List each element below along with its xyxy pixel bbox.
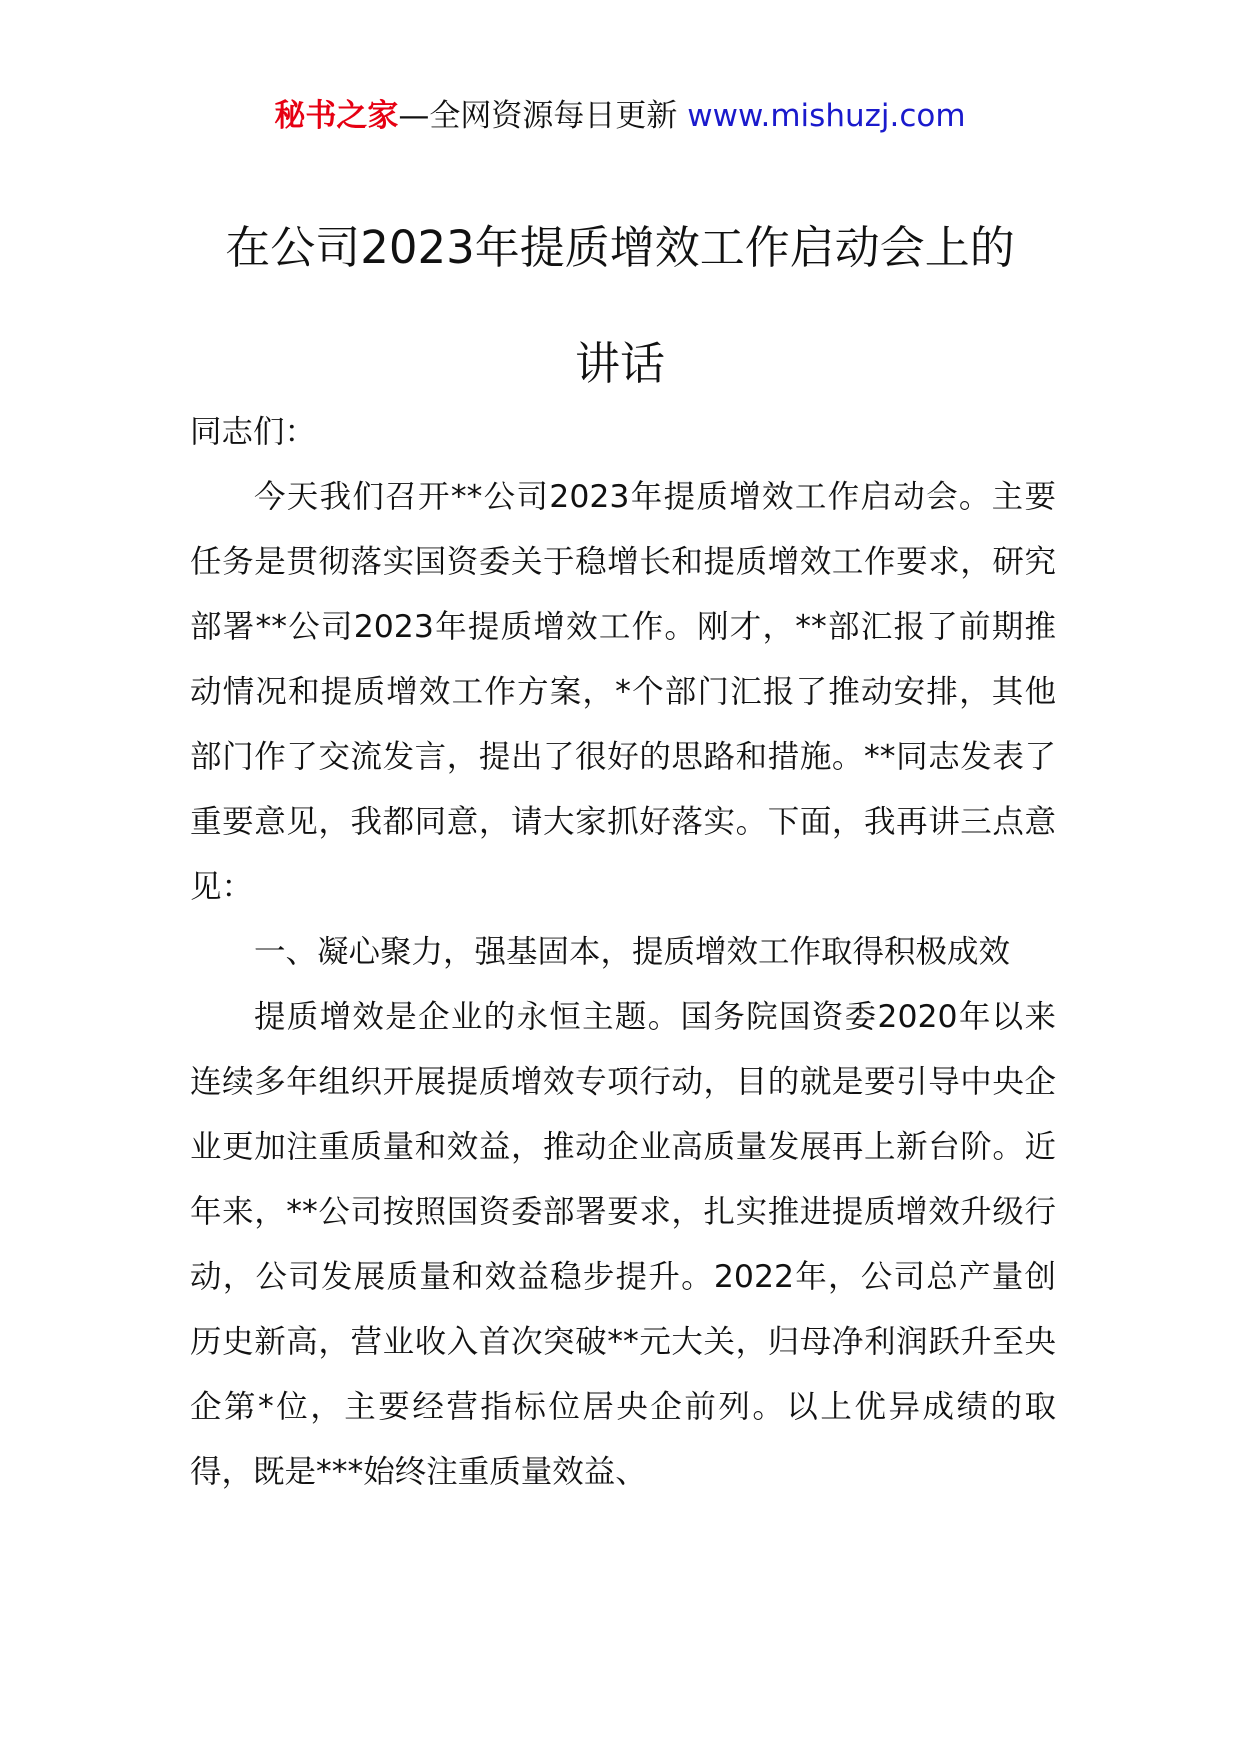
site-url-link[interactable]: www.mishuzj.com	[687, 98, 966, 134]
title-line-2: 讲话	[574, 337, 665, 390]
document-title	[150, 190, 1090, 422]
paragraph-intro: 今天我们召开**公司2023年提质增效工作启动会。主要任务是贯彻落实国资委关于稳增长和提质增效工作要求，研究部署**公司2023年提质增效工作。刚才，**部汇报了前期推动情况和提质增效工作方案，*个部门汇报了推动安排，其他部门作了交流发言，提出了很好的思路和措施。**同志发表了重要意见，我都同意，请大家抓好落实。下面，我再讲三点意见：	[190, 479, 1056, 905]
salutation: 同志们：	[190, 414, 317, 450]
paragraph-section-1: 提质增效是企业的永恒主题。国务院国资委2020年以来连续多年组织开展提质增效专项行动，目的就是要引导中央企业更加注重质量和效益，推动企业高质量发展再上新台阶。近年来，**公司按照国资委部署要求，扎实推进提质增效升级行动，公司发展质量和效益稳步提升。2022年，公司总产量创历史新高，营业收入首次突破**元大关，归母净利润跃升至央企第*位，主要经营指标位居央企前列。以上优异成绩的取得，既是***始终注重质量效益、	[190, 999, 1056, 1490]
site-header	[0, 96, 1240, 136]
brand-name: 秘书之家	[274, 98, 399, 134]
title-line-1: 在公司2023年提质增效工作启动会上的	[225, 221, 1015, 274]
header-tagline: —全网资源每日更新	[398, 98, 688, 134]
section-heading-1: 一、凝心聚力，强基固本，提质增效工作取得积极成效	[254, 934, 1011, 970]
document-body	[190, 400, 1056, 1505]
